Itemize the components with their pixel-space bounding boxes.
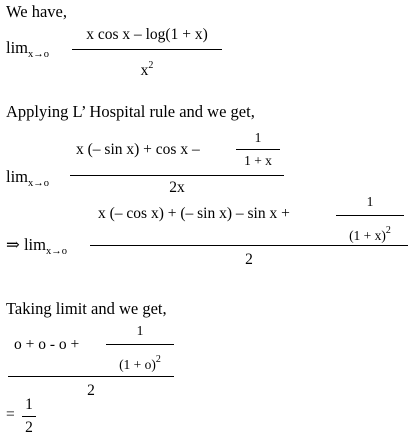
evaluation-fraction — [8, 322, 174, 400]
denominator-base: (1 + o) — [119, 357, 156, 372]
limit-text: Taking limit and we get, — [6, 299, 167, 318]
numerator-text: x (– sin x) + cos x – — [76, 141, 200, 158]
limit-2-operator — [6, 167, 49, 189]
limit-3-denominator: 2 — [245, 251, 253, 268]
limit-3-fraction — [90, 193, 408, 269]
denominator-exponent: 2 — [148, 60, 154, 71]
numerator-text: o + o - o + — [14, 336, 80, 353]
inner-fraction — [336, 193, 404, 245]
lim-subscript: x→o — [45, 246, 67, 257]
evaluation-numerator — [8, 322, 174, 376]
result-fraction — [22, 396, 36, 437]
inner-fraction — [106, 322, 174, 374]
result-denominator: 2 — [25, 419, 33, 436]
limit-1-operator — [6, 38, 49, 60]
inner-denominator: 1 + x — [244, 153, 272, 168]
denominator-exponent: 2 — [385, 225, 391, 236]
limit-1-denominator — [141, 50, 154, 80]
lim-label: lim — [6, 38, 29, 57]
inner-denominator — [349, 216, 391, 245]
lim-subscript: x→o — [28, 178, 50, 189]
limit-1-numerator: x cos x – log(1 + x) — [86, 26, 208, 43]
denominator-exponent: 2 — [155, 354, 161, 365]
denominator-base: (1 + x) — [349, 228, 386, 243]
limit-3-numerator — [90, 193, 408, 245]
lim-subscript: x→o — [28, 49, 50, 60]
lim-label: lim — [6, 167, 29, 186]
rule-text: Applying L’ Hospital rule and we get, — [6, 102, 255, 121]
limit-2-fraction — [70, 129, 284, 197]
inner-numerator: 1 — [136, 323, 144, 338]
inner-denominator — [119, 345, 161, 374]
result-numerator: 1 — [25, 396, 33, 413]
implies-arrow: ⇒ — [6, 235, 20, 254]
limit-1-fraction — [72, 26, 222, 80]
limit-3-operator — [6, 235, 67, 257]
limit-2-denominator: 2x — [169, 179, 185, 196]
inner-numerator: 1 — [366, 194, 374, 209]
denominator-base: x — [140, 62, 149, 79]
lim-label: lim — [23, 235, 46, 254]
numerator-text: x (– cos x) + (– sin x) – sin x + — [98, 205, 290, 222]
limit-2-numerator — [70, 129, 284, 175]
intro-text: We have, — [6, 2, 67, 21]
inner-fraction — [236, 129, 280, 170]
inner-numerator: 1 — [254, 130, 262, 145]
evaluation-denominator: 2 — [87, 382, 95, 399]
result-equals: = — [6, 406, 15, 423]
